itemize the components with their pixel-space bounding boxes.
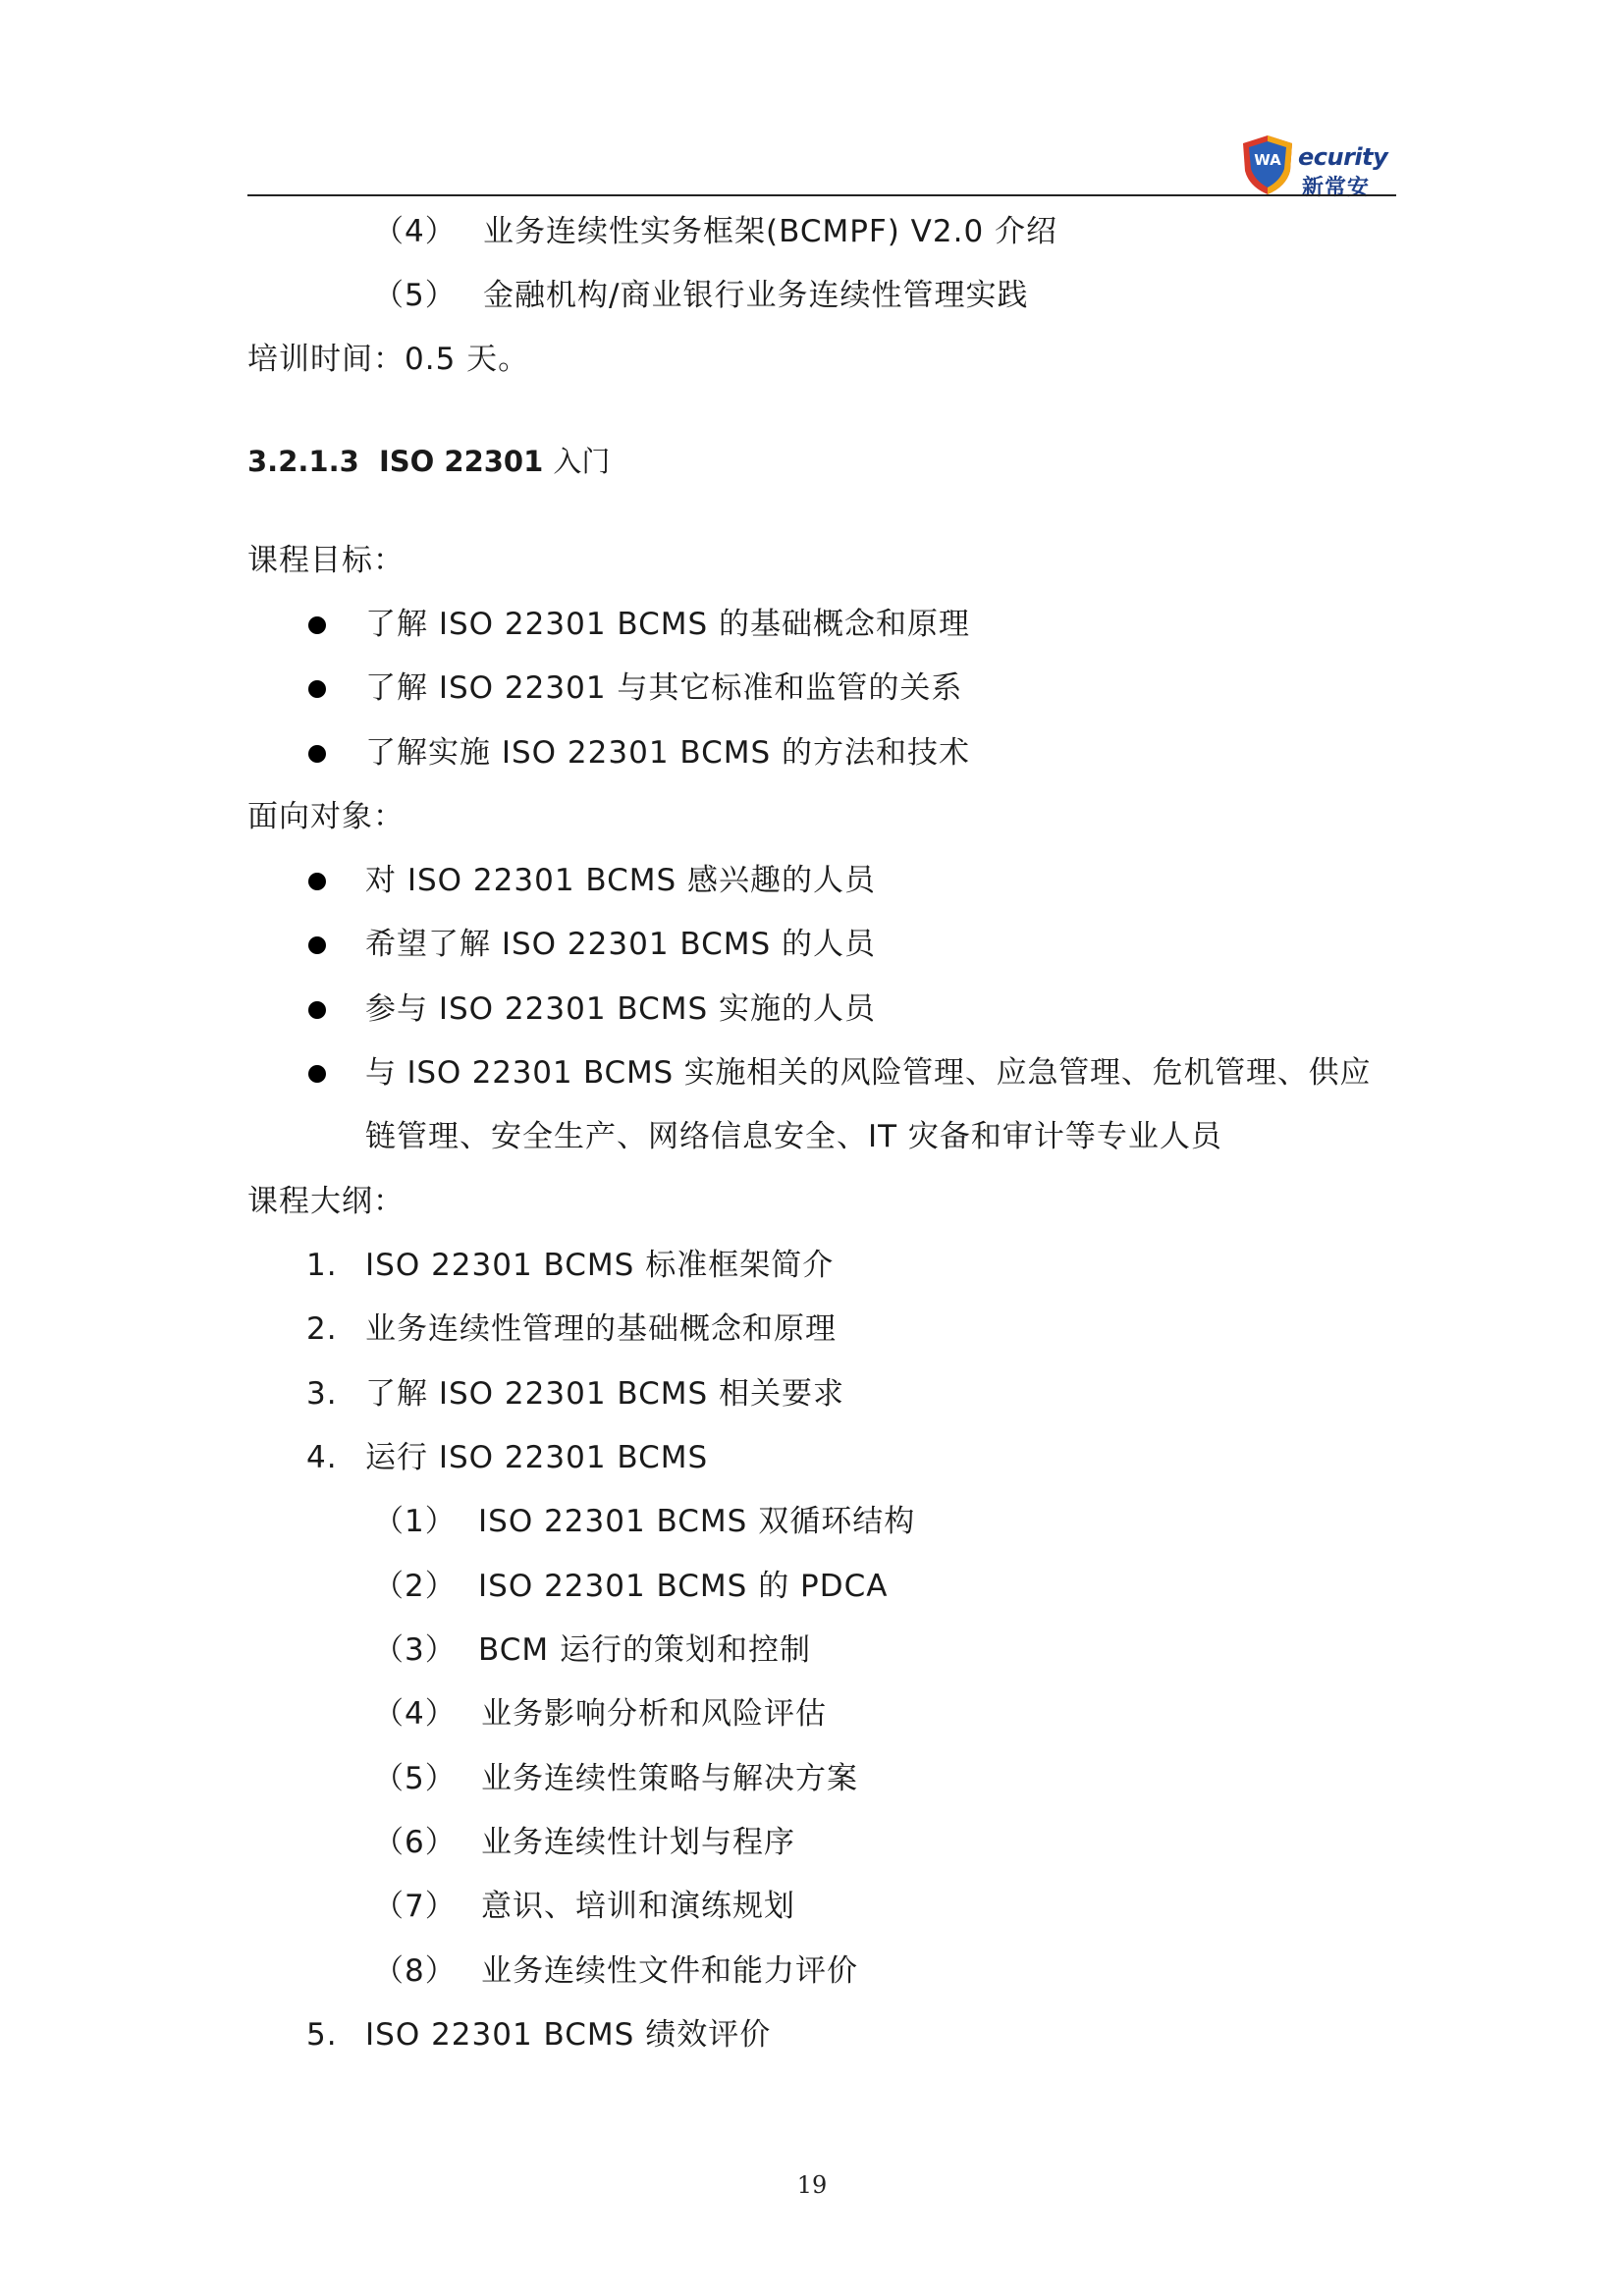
sub-item-text: 意识、培训和演练规划: [481, 1889, 795, 1924]
logo-wordmark: ecurity: [1298, 143, 1388, 171]
bullet-icon: [308, 745, 326, 763]
outline-item-text: ISO 22301 BCMS 标准框架简介: [365, 1248, 835, 1283]
objective-item: 了解 ISO 22301 与其它标准和监管的关系: [365, 670, 963, 706]
sub-item-number: （3）: [373, 1632, 457, 1668]
prev-item-text: 金融机构/商业银行业务连续性管理实践: [483, 278, 1029, 313]
section-heading: [247, 442, 610, 481]
sub-item-text: 业务连续性计划与程序: [481, 1825, 795, 1860]
section-title-zh: 入门: [553, 445, 611, 478]
section-title-en: ISO 22301: [378, 445, 544, 478]
audience-label: 面向对象：: [247, 799, 405, 834]
outline-item-number: 2.: [306, 1311, 338, 1347]
bullet-icon: [308, 680, 326, 698]
outline-item-number: 5.: [306, 2017, 338, 2053]
audience-item: 希望了解 ISO 22301 BCMS 的人员: [365, 927, 877, 962]
bullet-icon: [308, 616, 326, 634]
outline-item-number: 1.: [306, 1248, 338, 1283]
prev-item-number: （4）: [373, 214, 457, 249]
prev-item-number: （5）: [373, 278, 457, 313]
sub-item-number: （1）: [373, 1504, 457, 1539]
outline-item-number: 4.: [306, 1440, 338, 1475]
outline-item-text: 了解 ISO 22301 BCMS 相关要求: [365, 1376, 845, 1412]
sub-item-text: 业务影响分析和风险评估: [481, 1696, 827, 1732]
sub-item-text: 业务连续性策略与解决方案: [481, 1761, 858, 1796]
sub-item-number: （2）: [373, 1569, 457, 1604]
audience-item: 参与 ISO 22301 BCMS 实施的人员: [365, 991, 877, 1027]
outline-label: 课程大纲：: [247, 1184, 405, 1219]
sub-item-number: （5）: [373, 1761, 457, 1796]
sub-item-text: 业务连续性文件和能力评价: [481, 1953, 858, 1989]
company-logo: [1239, 132, 1396, 198]
outline-item-text: ISO 22301 BCMS 绩效评价: [365, 2017, 772, 2053]
shield-logo-icon: [1239, 133, 1296, 196]
sub-item-number: （8）: [373, 1953, 457, 1989]
outline-item-text: 业务连续性管理的基础概念和原理: [365, 1311, 837, 1347]
outline-item-number: 3.: [306, 1376, 338, 1412]
objective-item: 了解 ISO 22301 BCMS 的基础概念和原理: [365, 607, 971, 642]
objective-item: 了解实施 ISO 22301 BCMS 的方法和技术: [365, 735, 971, 771]
section-number: 3.2.1.3: [247, 445, 359, 478]
bullet-icon: [308, 936, 326, 954]
sub-item-number: （7）: [373, 1889, 457, 1924]
svg-text:WA: WA: [1254, 151, 1281, 169]
audience-item: 对 ISO 22301 BCMS 感兴趣的人员: [365, 863, 877, 898]
sub-item-text: ISO 22301 BCMS 双循环结构: [478, 1504, 916, 1539]
sub-item-text: ISO 22301 BCMS 的 PDCA: [478, 1569, 889, 1604]
sub-item-number: （4）: [373, 1696, 457, 1732]
bullet-icon: [308, 1001, 326, 1019]
prev-item-text: 业务连续性实务框架(BCMPF) V2.0 介绍: [483, 214, 1058, 249]
page-number: 19: [796, 2171, 828, 2199]
header-rule: [247, 194, 1396, 196]
outline-item-text: 运行 ISO 22301 BCMS: [365, 1440, 709, 1475]
sub-item-text: BCM 运行的策划和控制: [478, 1632, 811, 1668]
sub-item-number: （6）: [373, 1825, 457, 1860]
logo-chinese-name: 新常安: [1302, 176, 1371, 200]
bullet-icon: [308, 873, 326, 890]
audience-item: 与 ISO 22301 BCMS 实施相关的风险管理、应急管理、危机管理、供应: [365, 1055, 1372, 1091]
objectives-label: 课程目标：: [247, 543, 405, 578]
bullet-icon: [308, 1065, 326, 1083]
audience-item-continuation: 链管理、安全生产、网络信息安全、IT 灾备和审计等专业人员: [365, 1119, 1222, 1154]
training-time: 培训时间：0.5 天。: [247, 342, 530, 377]
